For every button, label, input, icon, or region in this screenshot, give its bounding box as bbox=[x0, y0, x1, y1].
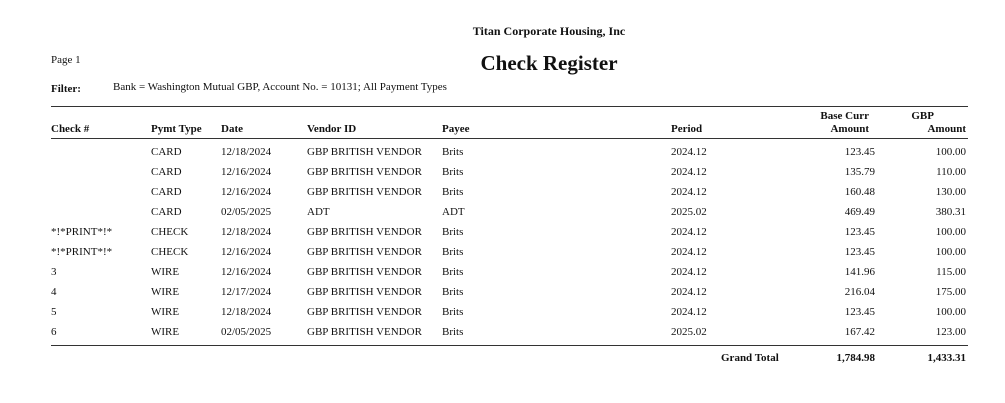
cell-check: 3 bbox=[51, 266, 57, 278]
col-header-gbp-line1: GBP bbox=[911, 110, 934, 122]
cell-vendor-id: GBP BRITISH VENDOR bbox=[307, 146, 422, 158]
cell-pymt-type: WIRE bbox=[151, 326, 180, 338]
col-header-gbp-line2: Amount bbox=[927, 123, 966, 135]
table-row bbox=[0, 306, 1005, 326]
cell-date: 12/16/2024 bbox=[221, 246, 272, 258]
cell-date: 12/18/2024 bbox=[221, 146, 272, 158]
cell-pymt-type: CARD bbox=[151, 206, 182, 218]
table-row bbox=[0, 146, 1005, 166]
cell-pymt-type: CARD bbox=[151, 146, 182, 158]
header-top-rule bbox=[51, 106, 968, 107]
cell-check: *!*PRINT*!* bbox=[51, 246, 113, 258]
cell-gbp-amount: 110.00 bbox=[936, 166, 966, 178]
cell-period: 2024.12 bbox=[671, 286, 707, 298]
table-bottom-rule bbox=[51, 345, 968, 346]
cell-base-amount: 123.45 bbox=[844, 306, 875, 318]
cell-period: 2024.12 bbox=[671, 146, 707, 158]
cell-payee: ADT bbox=[442, 206, 465, 218]
cell-vendor-id: GBP BRITISH VENDOR bbox=[307, 246, 422, 258]
cell-date: 12/18/2024 bbox=[221, 306, 272, 318]
table-row bbox=[0, 206, 1005, 226]
cell-gbp-amount: 100.00 bbox=[935, 246, 966, 258]
cell-check: 6 bbox=[51, 326, 57, 338]
table-row bbox=[0, 226, 1005, 246]
cell-pymt-type: WIRE bbox=[151, 306, 180, 318]
cell-period: 2024.12 bbox=[671, 226, 707, 238]
cell-gbp-amount: 100.00 bbox=[935, 146, 966, 158]
header-bottom-rule bbox=[51, 138, 968, 139]
col-header-base-line1: Base Curr bbox=[820, 110, 869, 122]
cell-pymt-type: CHECK bbox=[151, 226, 189, 238]
cell-check: 4 bbox=[51, 286, 57, 298]
cell-base-amount: 135.79 bbox=[844, 166, 875, 178]
grand-total-label: Grand Total bbox=[721, 352, 779, 364]
cell-gbp-amount: 100.00 bbox=[935, 226, 966, 238]
table-row bbox=[0, 286, 1005, 306]
cell-pymt-type: CARD bbox=[151, 166, 182, 178]
filter-text: Bank = Washington Mutual GBP, Account No. = 10131; All Payment Types bbox=[113, 81, 447, 93]
report-title: Check Register bbox=[480, 51, 618, 75]
col-header-check: Check # bbox=[51, 123, 90, 135]
page-number: Page 1 bbox=[51, 54, 81, 66]
cell-period: 2024.12 bbox=[671, 166, 707, 178]
cell-vendor-id: GBP BRITISH VENDOR bbox=[307, 326, 422, 338]
cell-payee: Brits bbox=[442, 266, 464, 278]
cell-vendor-id: GBP BRITISH VENDOR bbox=[307, 286, 422, 298]
cell-pymt-type: CHECK bbox=[151, 246, 189, 258]
cell-base-amount: 141.96 bbox=[844, 266, 875, 278]
cell-payee: Brits bbox=[442, 326, 464, 338]
grand-total-base-amount: 1,784.98 bbox=[836, 352, 875, 364]
cell-vendor-id: ADT bbox=[307, 206, 330, 218]
col-header-payee: Payee bbox=[442, 123, 470, 135]
cell-payee: Brits bbox=[442, 186, 464, 198]
cell-payee: Brits bbox=[442, 226, 464, 238]
cell-base-amount: 160.48 bbox=[844, 186, 875, 198]
cell-date: 02/05/2025 bbox=[221, 326, 272, 338]
filter-label: Filter: bbox=[51, 83, 81, 95]
cell-period: 2025.02 bbox=[671, 326, 707, 338]
cell-period: 2024.12 bbox=[671, 306, 707, 318]
col-header-date: Date bbox=[221, 123, 243, 135]
cell-pymt-type: WIRE bbox=[151, 266, 180, 278]
cell-payee: Brits bbox=[442, 286, 464, 298]
cell-payee: Brits bbox=[442, 246, 464, 258]
cell-gbp-amount: 380.31 bbox=[935, 206, 966, 218]
col-header-pymt-type: Pymt Type bbox=[151, 123, 202, 135]
col-header-period: Period bbox=[671, 123, 703, 135]
cell-base-amount: 123.45 bbox=[844, 146, 875, 158]
table-row bbox=[0, 326, 1005, 346]
cell-vendor-id: GBP BRITISH VENDOR bbox=[307, 266, 422, 278]
table-row bbox=[0, 186, 1005, 206]
cell-payee: Brits bbox=[442, 306, 464, 318]
cell-gbp-amount: 130.00 bbox=[935, 186, 966, 198]
cell-period: 2025.02 bbox=[671, 206, 707, 218]
cell-gbp-amount: 123.00 bbox=[935, 326, 966, 338]
cell-base-amount: 123.45 bbox=[844, 226, 875, 238]
cell-base-amount: 469.49 bbox=[844, 206, 875, 218]
table-row bbox=[0, 266, 1005, 286]
cell-date: 12/16/2024 bbox=[221, 266, 272, 278]
cell-date: 12/18/2024 bbox=[221, 226, 272, 238]
cell-gbp-amount: 115.00 bbox=[936, 266, 966, 278]
cell-pymt-type: WIRE bbox=[151, 286, 180, 298]
grand-total-gbp-amount: 1,433.31 bbox=[927, 352, 966, 364]
cell-period: 2024.12 bbox=[671, 186, 707, 198]
cell-payee: Brits bbox=[442, 166, 464, 178]
cell-base-amount: 216.04 bbox=[844, 286, 875, 298]
cell-check: 5 bbox=[51, 306, 57, 318]
cell-vendor-id: GBP BRITISH VENDOR bbox=[307, 166, 422, 178]
cell-base-amount: 167.42 bbox=[844, 326, 875, 338]
cell-date: 12/16/2024 bbox=[221, 166, 272, 178]
col-header-base-line2: Amount bbox=[830, 123, 869, 135]
cell-check: *!*PRINT*!* bbox=[51, 226, 113, 238]
cell-date: 02/05/2025 bbox=[221, 206, 272, 218]
cell-pymt-type: CARD bbox=[151, 186, 182, 198]
col-header-base-amount bbox=[820, 110, 869, 136]
cell-base-amount: 123.45 bbox=[844, 246, 875, 258]
cell-payee: Brits bbox=[442, 146, 464, 158]
cell-vendor-id: GBP BRITISH VENDOR bbox=[307, 186, 422, 198]
cell-gbp-amount: 100.00 bbox=[935, 306, 966, 318]
table-row bbox=[0, 166, 1005, 186]
cell-gbp-amount: 175.00 bbox=[935, 286, 966, 298]
cell-vendor-id: GBP BRITISH VENDOR bbox=[307, 306, 422, 318]
col-header-gbp-amount bbox=[911, 110, 966, 136]
cell-date: 12/17/2024 bbox=[221, 286, 272, 298]
cell-period: 2024.12 bbox=[671, 266, 707, 278]
cell-period: 2024.12 bbox=[671, 246, 707, 258]
table-row bbox=[0, 246, 1005, 266]
company-name: Titan Corporate Housing, Inc bbox=[472, 24, 626, 38]
col-header-vendor-id: Vendor ID bbox=[307, 123, 357, 135]
cell-date: 12/16/2024 bbox=[221, 186, 272, 198]
cell-vendor-id: GBP BRITISH VENDOR bbox=[307, 226, 422, 238]
